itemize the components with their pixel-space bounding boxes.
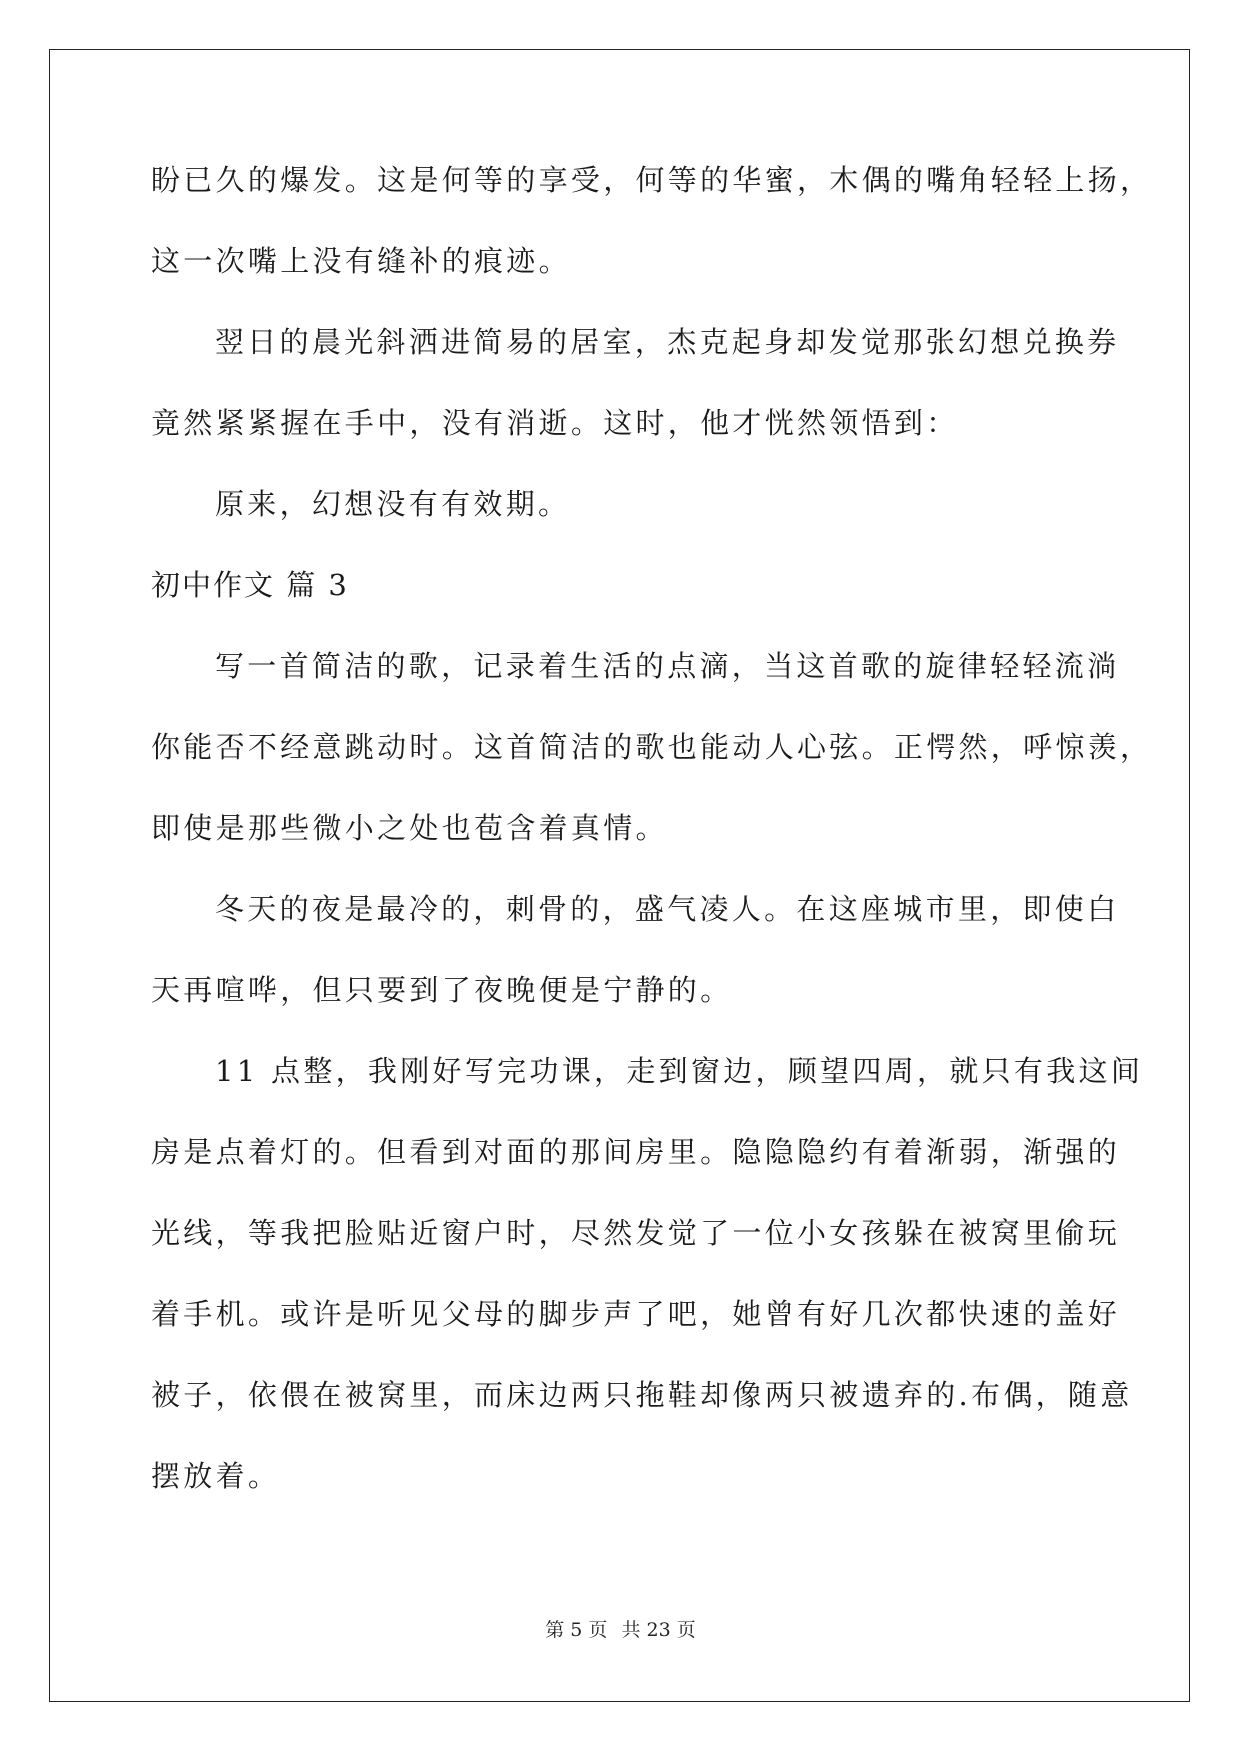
page-total: 共 23 页 xyxy=(621,1619,696,1641)
text-line: 摆放着。 xyxy=(151,1459,281,1493)
text-line: 这一次嘴上没有缝补的痕迹。 xyxy=(151,244,571,278)
text-line: 光线，等我把脸贴近窗户时，尽然发觉了一位小女孩躲在被窝里偷玩 xyxy=(151,1216,1121,1250)
text-line: 你能否不经意跳动时。这首简洁的歌也能动人心弦。正愕然，呼惊羡， xyxy=(151,730,1153,764)
page-number: 第 5 页 xyxy=(545,1619,608,1641)
text-line: 房是点着灯的。但看到对面的那间房里。隐隐隐约有着渐弱，渐强的 xyxy=(151,1135,1121,1169)
text-line: 即使是那些微小之处也苞含着真情。 xyxy=(151,811,668,845)
text-line: 写一首简洁的歌，记录着生活的点滴，当这首歌的旋律轻轻流淌 xyxy=(215,649,1120,683)
section-heading: 初中作文 篇 3 xyxy=(151,568,349,602)
text-line: 原来，幻想没有有效期。 xyxy=(215,487,571,521)
text-line: 天再喧哗，但只要到了夜晚便是宁静的。 xyxy=(151,973,733,1007)
text-line: 竟然紧紧握在手中，没有消逝。这时，他才恍然领悟到： xyxy=(151,406,959,440)
text-line: 冬天的夜是最冷的，刺骨的，盛气凌人。在这座城市里，即使白 xyxy=(215,892,1120,926)
page-footer xyxy=(0,1615,1241,1642)
document-body xyxy=(151,160,1153,1537)
text-line: 翌日的晨光斜洒进简易的居室，杰克起身却发觉那张幻想兑换券 xyxy=(215,325,1120,359)
text-line: 被子，依偎在被窝里，而床边两只拖鞋却像两只被遗弃的.布偶，随意 xyxy=(151,1378,1133,1412)
text-line: 11 点整，我刚好写完功课，走到窗边，顾望四周，就只有我这间 xyxy=(215,1054,1144,1088)
text-line: 着手机。或许是听见父母的脚步声了吧，她曾有好几次都快速的盖好 xyxy=(151,1297,1121,1331)
text-line: 盼已久的爆发。这是何等的享受，何等的华蜜，木偶的嘴角轻轻上扬， xyxy=(151,163,1153,197)
